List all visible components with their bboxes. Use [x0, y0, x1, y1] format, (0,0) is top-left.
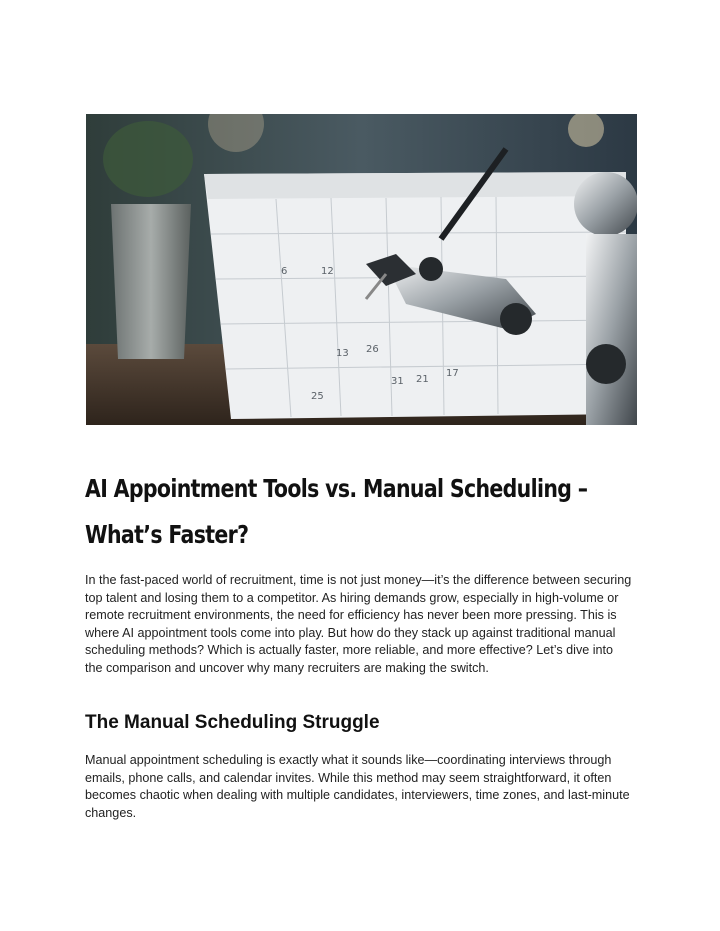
article-title: AI Appointment Tools vs. Manual Scheduling – What’s Faster? — [85, 474, 588, 549]
svg-text:25: 25 — [311, 391, 324, 402]
svg-text:21: 21 — [416, 374, 429, 385]
section-heading: The Manual Scheduling Struggle — [85, 712, 380, 733]
svg-text:26: 26 — [366, 344, 379, 355]
svg-text:31: 31 — [391, 376, 404, 387]
svg-text:17: 17 — [446, 368, 459, 379]
svg-text:6: 6 — [281, 266, 288, 277]
svg-text:12: 12 — [321, 266, 334, 277]
section-paragraph: Manual appointment scheduling is exactly what it sounds like—coordinating interviews through emails, phone calls, and calendar invites. While this method may seem straightforward, it often becomes chaotic when dealing with multiple candidates, interviewers, time zones, and last-minute changes. — [85, 753, 630, 820]
intro-paragraph: In the fast-paced world of recruitment, time is not just money—it’s the difference between securing top talent and losing them to a competitor. As hiring demands grow, especially in high-volume or remote recruitment environments, the need for efficiency has never been more pressing. This is where AI appointment tools come into play. But how do they stack up against traditional manual scheduling methods? Which is actually faster, more reliable, and more effective? Let’s dive into the comparison and uncover why many recruiters are making the switch. — [85, 573, 632, 675]
hero-image — [86, 114, 637, 425]
robot-calendar-illustration — [86, 114, 637, 425]
svg-text:13: 13 — [336, 348, 349, 359]
